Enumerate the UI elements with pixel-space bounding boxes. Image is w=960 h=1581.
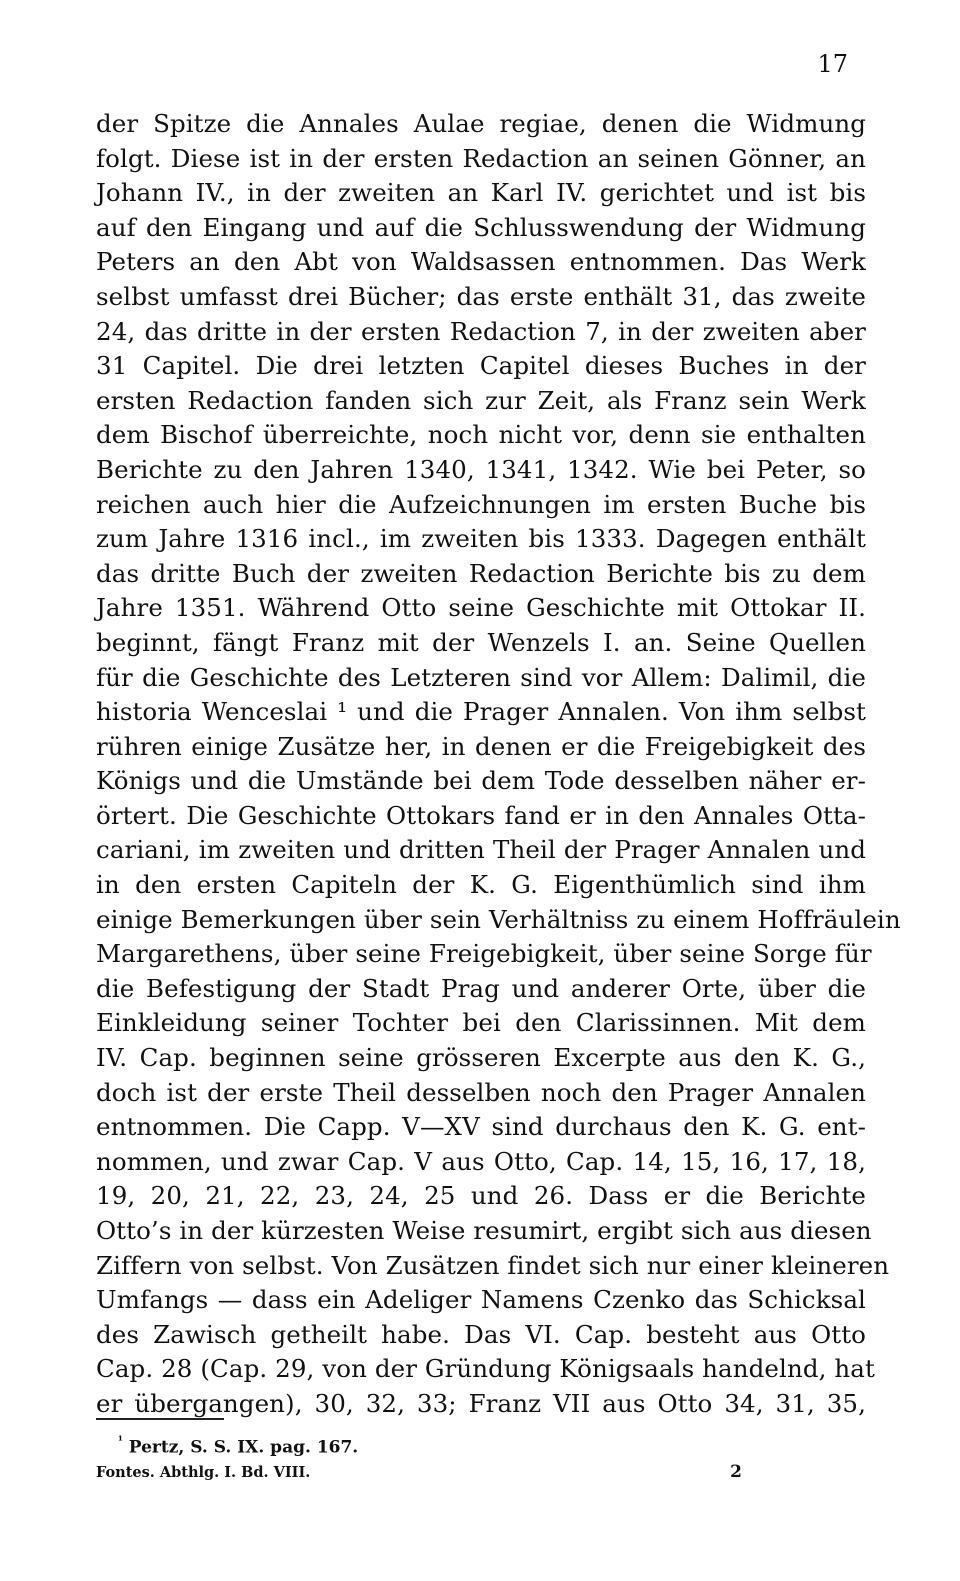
page-number: 17 <box>817 50 848 78</box>
text-line: folgt. Diese ist in der ersten Redaction an seinen Gönner, an <box>96 143 866 173</box>
text-line: Berichte zu den Jahren 1340, 1341, 1342. Wie bei Peter, so <box>96 454 866 484</box>
text-line: des Zawisch getheilt habe. Das VI. Cap. besteht aus Otto <box>96 1319 866 1349</box>
text-line: nommen, und zwar Cap. V aus Otto, Cap. 14, 15, 16, 17, 18, <box>96 1146 866 1176</box>
text-line: 31 Capitel. Die drei letzten Capitel dieses Buches in der <box>96 351 866 381</box>
text-line: Königs und die Umstände bei dem Tode desselben näher er- <box>96 766 866 796</box>
text-line: in den ersten Capiteln der K. G. Eigenthümlich sind ihm <box>96 870 866 900</box>
text-line: 19, 20, 21, 22, 23, 24, 25 und 26. Dass er die Berichte <box>96 1181 866 1211</box>
text-line: Peters an den Abt von Waldsassen entnommen. Das Werk <box>96 247 866 277</box>
text-line: örtert. Die Geschichte Ottokars fand er in den Annales Otta- <box>96 800 866 830</box>
text-line: rühren einige Zusätze her, in denen er die Freigebigkeit des <box>96 731 866 761</box>
text-line: einige Bemerkungen über sein Verhältniss zu einem Hoffräulein <box>96 904 901 934</box>
text-line: das dritte Buch der zweiten Redaction Berichte bis zu dem <box>96 558 866 588</box>
text-line: historia Wenceslai ¹ und die Prager Annalen. Von ihm selbst <box>96 697 866 727</box>
footnote-divider <box>96 1418 224 1420</box>
signature-text: Fontes. Abthlg. I. Bd. VIII. <box>96 1464 311 1481</box>
text-line: er übergangen), 30, 32, 33; Franz VII aus Otto 34, 31, 35, <box>96 1388 866 1418</box>
text-line: selbst umfasst drei Bücher; das erste enthält 31, das zweite <box>96 281 866 311</box>
text-line: Ziffern von selbst. Von Zusätzen findet sich nur einer kleineren <box>96 1250 890 1280</box>
text-line: Margarethens, über seine Freigebigkeit, über seine Sorge für <box>96 939 872 969</box>
text-line: 24, das dritte in der ersten Redaction 7, in der zweiten aber <box>96 316 866 346</box>
text-line: beginnt, fängt Franz mit der Wenzels I. an. Seine Quellen <box>96 627 866 657</box>
text-line: Umfangs — dass ein Adeliger Namens Czenko das Schicksal <box>96 1285 866 1315</box>
text-line: der Spitze die Annales Aulae regiae, denen die Widmung <box>96 109 866 138</box>
text-line: zum Jahre 1316 incl., im zweiten bis 1333. Dagegen enthält <box>96 524 866 554</box>
text-line: doch ist der erste Theil desselben noch den Prager Annalen <box>96 1077 866 1107</box>
text-line: für die Geschichte des Letzteren sind vor Allem: Dalimil, die <box>96 662 866 692</box>
text-line: die Befestigung der Stadt Prag und anderer Orte, über die <box>96 973 866 1003</box>
text-line: Einkleidung seiner Tochter bei den Clarissinnen. Mit dem <box>96 1008 866 1038</box>
footnote-marker: ¹ <box>118 1434 123 1447</box>
footnote <box>118 1436 358 1458</box>
text-line: dem Bischof überreichte, noch nicht vor, denn sie enthalten <box>96 420 866 450</box>
footnote-text: Pertz, S. S. IX. pag. 167. <box>128 1437 359 1458</box>
text-line: auf den Eingang und auf die Schlusswendung der Widmung <box>96 212 866 242</box>
text-line: IV. Cap. beginnen seine grösseren Excerpte aus den K. G., <box>96 1043 866 1073</box>
text-line: Johann IV., in der zweiten an Karl IV. gerichtet und ist bis <box>96 178 866 208</box>
text-line: Otto’s in der kürzesten Weise resumirt, ergibt sich aus diesen <box>96 1216 872 1245</box>
text-line: entnommen. Die Capp. V—XV sind durchaus den K. G. ent- <box>96 1112 866 1142</box>
text-line: cariani, im zweiten und dritten Theil der Prager Annalen und <box>96 835 866 865</box>
text-line: Cap. 28 (Cap. 29, von der Gründung Königsaals handelnd, hat <box>96 1354 875 1384</box>
text-line: Jahre 1351. Während Otto seine Geschichte mit Ottokar II. <box>96 593 866 623</box>
body-text <box>96 107 901 1422</box>
text-line: ersten Redaction fanden sich zur Zeit, als Franz sein Werk <box>96 385 866 415</box>
signature-mark: 2 <box>730 1462 742 1482</box>
text-line: reichen auch hier die Aufzeichnungen im ersten Buche bis <box>96 489 866 519</box>
